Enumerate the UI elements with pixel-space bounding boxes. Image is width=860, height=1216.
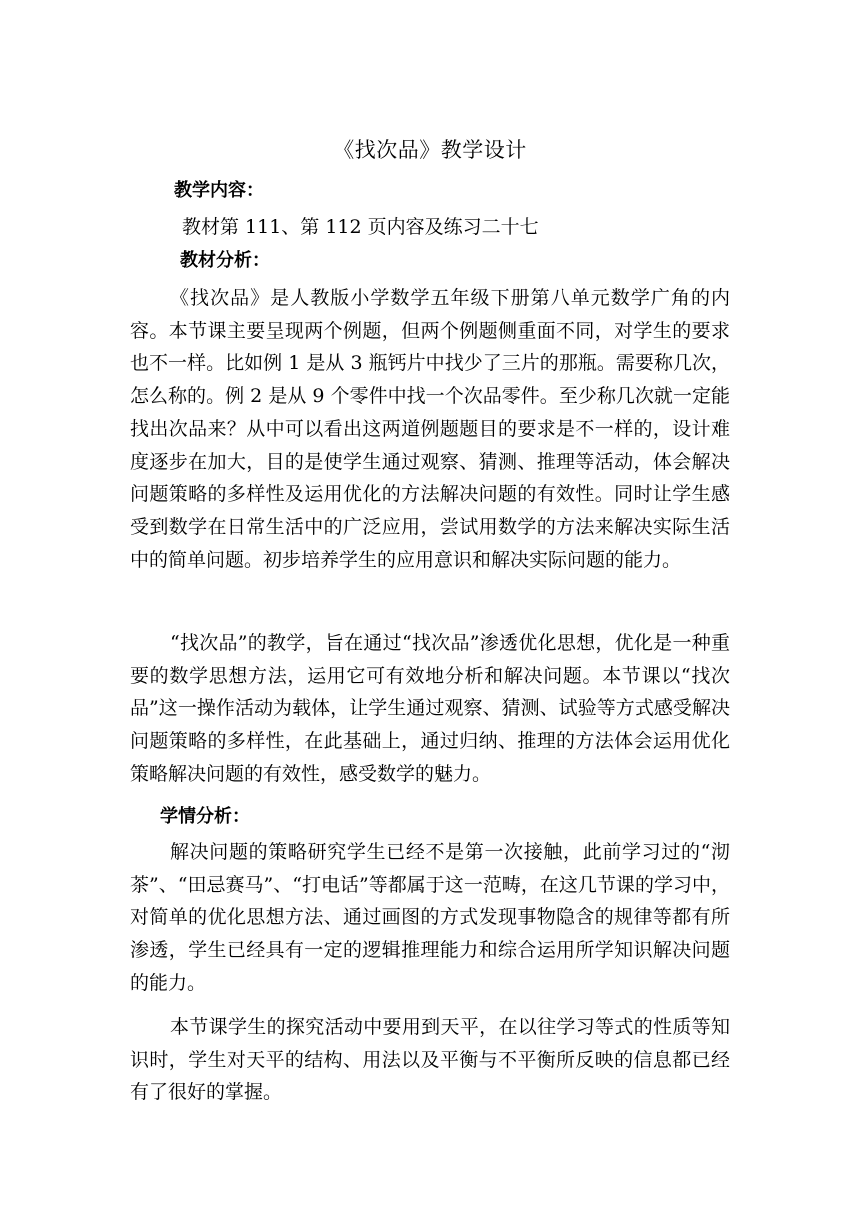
teaching-content-text: 教材第 111、第 112 页内容及练习二十七: [182, 216, 539, 238]
student-analysis-paragraph-2: 本节课学生的探究活动中要用到天平，在以往学习等式的性质等知识时，学生对天平的结构、用法以及平衡与不平衡所反映的信息都已经有了很好的掌握。: [130, 1016, 730, 1104]
document-title: 《找次品》教学设计: [333, 138, 527, 162]
heading-teaching-content: 教学内容：: [174, 180, 264, 201]
student-analysis-paragraph-1: 解决问题的策略研究学生已经不是第一次接触，此前学习过的“沏茶”、“田忌赛马”、“打电话”等都属于这一范畴，在这几节课的学习中，对简单的优化思想方法、通过画图的方式发现事物隐含的规律等都有所渗透，学生已经具有一定的逻辑推理能力和综合运用所学知识解决问题的能力。: [130, 841, 730, 994]
heading-textbook-analysis: 教材分析：: [180, 250, 270, 271]
textbook-analysis-paragraph-2: “找次品”的教学，旨在通过“找次品”渗透优化思想，优化是一种重要的数学思想方法，运用它可有效地分析和解决问题。本节课以“找次品”这一操作活动为载体，让学生通过观察、猜测、试验等方式感受解决问题策略的多样性，在此基础上，通过归纳、推理的方法体会运用优化策略解决问题的有效性，感受数学的魅力。: [130, 632, 730, 785]
textbook-analysis-paragraph-1: 《找次品》是人教版小学数学五年级下册第八单元数学广角的内容。本节课主要呈现两个例题，但两个例题侧重面不同，对学生的要求也不一样。比如例 1 是从 3 瓶钙片中找少了三片的那瓶。需要称几次，怎么称的。例 2 是从 9 个零件中找一个次品零件。至少称几次就一定能找出次品来？从中可以看出这两道例题题目的要求是不一样的，设计难度逐步在加大，目的是使学生通过观察、猜测、推理等活动，体会解决问题策略的多样性及运用优化的方法解决问题的有效性。同时让学生感受到数学在日常生活中的广泛应用，尝试用数学的方法来解决实际生活中的简单问题。初步培养学生的应用意识和解决实际问题的能力。: [130, 287, 730, 571]
heading-student-analysis: 学情分析：: [160, 806, 250, 827]
